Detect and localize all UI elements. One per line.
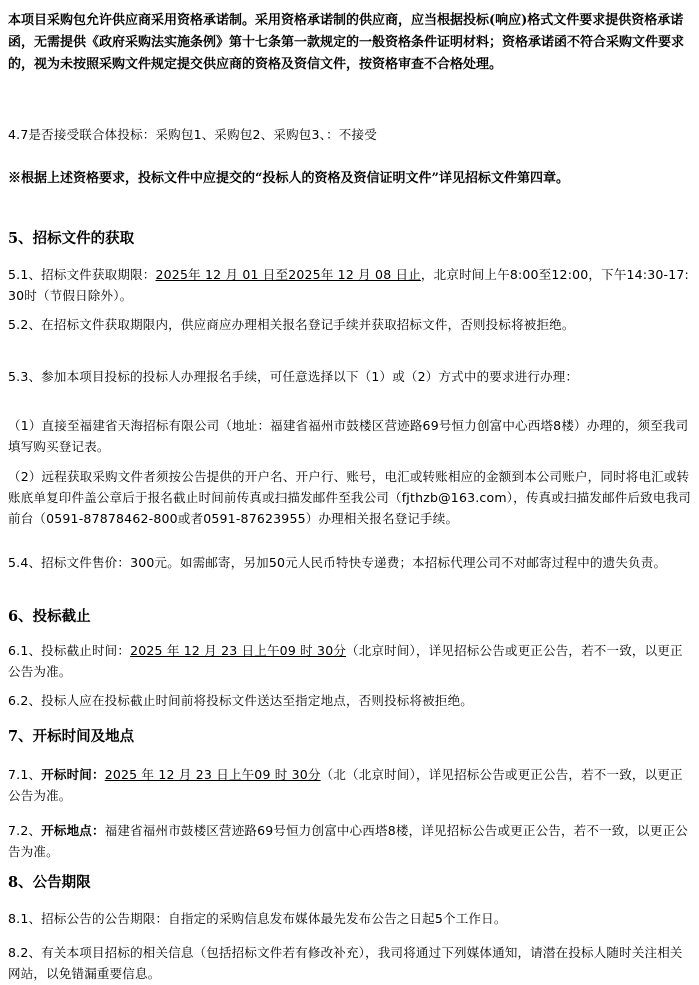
- section-7-1-date: 2025 年 12 月 23 日上午09 时 30分: [104, 767, 321, 782]
- section-7-1-label: 开标时间：: [41, 767, 105, 782]
- section-7-1-suffix: （北（北京时间），详见招标公告或更正公告，若不一致，以更正公告为准。: [8, 767, 683, 803]
- section-8-heading: 8、公告期限: [8, 874, 91, 891]
- section-7-2-text: 福建省福州市鼓楼区营迹路69号恒力创富中心西塔8楼，详见招标公告或更正公告，若不一致，以更正公告为准。: [8, 823, 688, 859]
- section-7-heading: 7、开标时间及地点: [8, 728, 135, 745]
- section-7-2-label: 开标地点：: [41, 823, 105, 838]
- section-6-1-suffix: （北京时间），详见招标公告或更正公告，若不一致，以更正公告为准。: [8, 643, 683, 679]
- section-5-1-prefix: 5.1、招标文件获取期限：: [8, 267, 156, 282]
- section-8-1-paragraph: 8.1、招标公告的公告期限：自指定的采购信息发布媒体最先发布公告之日起5个工作日。: [8, 911, 507, 926]
- section-7-2-prefix: 7.2、: [8, 823, 42, 838]
- qualification-commitment-paragraph: 本项目采购包允许供应商采用资格承诺制。采用资格承诺制的供应商，应当根据投标(响应)格式文件要求提供资格承诺函，无需提供《政府采购法实施条例》第十七条第一款规定的一般资格条件证明材料；资格承诺函不符合采购文件要求的，视为未按照采购文件规定提交供应商的资格及资信文件，按资格审查不合格处理。: [8, 13, 685, 72]
- section-5-3-option-1-paragraph: （1）直接至福建省天海招标有限公司（地址：福建省福州市鼓楼区营迹路69号恒力创富中心西塔8楼）办理的，须至我司填写购买登记表。: [8, 418, 689, 454]
- qualification-note-paragraph: ※根据上述资格要求，投标文件中应提交的“投标人的资格及资信证明文件”详见招标文件第四章。: [8, 171, 569, 186]
- section-5-1-suffix: ，北京时间上午8:00至12:00，下午14:30-17: 30时（节假日除外）。: [8, 267, 689, 303]
- section-7-2-paragraph: [8, 820, 691, 862]
- section-7-1-paragraph: [8, 764, 691, 806]
- section-5-3-option-2-paragraph: （2）远程获取采购文件者须按公告提供的开户名、开户行、账号，电汇或转账相应的金额到本公司账户，同时将电汇或转账底单复印件盖公章后于报名截止时间前传真或扫描发邮件至我公司（fjthzb@163.com），传真或扫描发邮件后致电我司前台（0591-87878462-800或者0591-87623955）办理相关报名登记手续。: [8, 469, 691, 526]
- consortium-bidding-paragraph: 4.7是否接受联合体投标：采购包1、采购包2、采购包3、：不接受: [8, 127, 377, 142]
- section-6-1-paragraph: [8, 640, 691, 682]
- section-5-1-paragraph: [8, 264, 691, 306]
- section-6-1-date: 2025 年 12 月 23 日上午09 时 30分: [130, 643, 347, 658]
- section-5-2-paragraph: 5.2、在招标文件获取期限内，供应商应办理相关报名登记手续并获取招标文件，否则投标将被拒绝。: [8, 317, 575, 332]
- section-6-2-paragraph: 6.2、投标人应在投标截止时间前将投标文件送达至指定地点，否则投标将被拒绝。: [8, 693, 473, 708]
- section-6-1-prefix: 6.1、投标截止时间：: [8, 643, 131, 658]
- section-5-4-paragraph: 5.4、招标文件售价：300元。如需邮寄，另加50元人民币特快专递费；本招标代理公司不对邮寄过程中的遗失负责。: [8, 555, 667, 570]
- section-8-2-paragraph: 8.2、有关本项目招标的相关信息（包括招标文件若有修改补充），我司将通过下列媒体通知，请潜在投标人随时关注相关网站，以免错漏重要信息。: [8, 945, 683, 981]
- section-6-heading: 6、投标截止: [8, 608, 91, 625]
- section-5-heading: 5、招标文件的获取: [8, 230, 135, 247]
- section-5-3-paragraph: 5.3、参加本项目投标的投标人办理报名手续，可任意选择以下（1）或（2）方式中的要求进行办理：: [8, 369, 579, 384]
- section-7-1-prefix: 7.1、: [8, 767, 42, 782]
- section-5-1-date: 2025年 12 月 01 日至2025年 12 月 08 日止: [155, 267, 421, 282]
